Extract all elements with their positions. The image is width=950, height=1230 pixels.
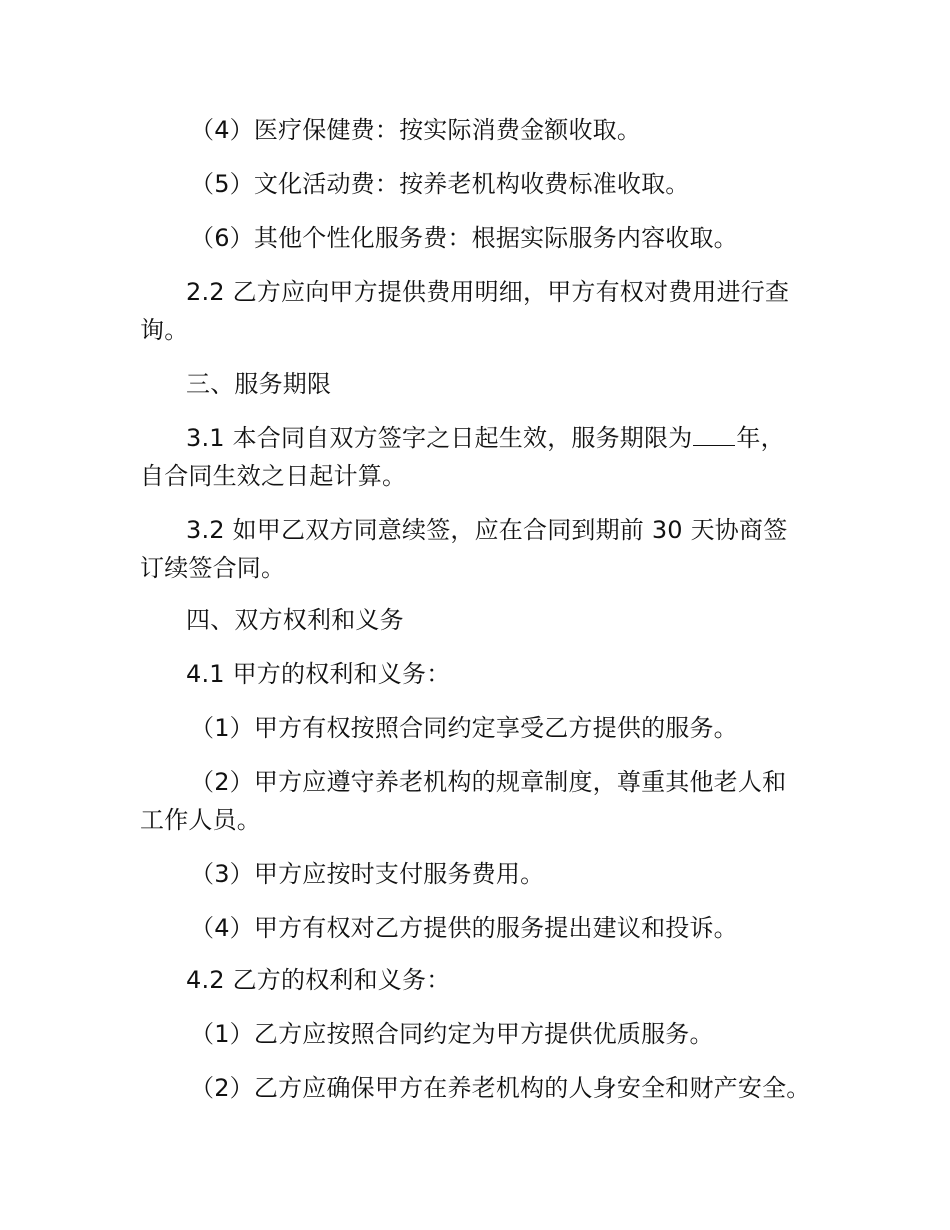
clause-4-1-item-4: （4）甲方有权对乙方提供的服务提出建议和投诉。 <box>190 914 738 942</box>
clause-4-1-item-3: （3）甲方应按时支付服务费用。 <box>190 860 545 888</box>
clause-3-1-text-after-blank: 年， <box>736 424 785 452</box>
clause-3-2-line2: 订续签合同。 <box>140 554 286 582</box>
clause-3-1-line1 <box>186 422 785 454</box>
clause-4-2-item-2: （2）乙方应确保甲方在养老机构的人身安全和财产安全。 <box>190 1074 811 1102</box>
clause-3-1-text-before-blank: 3.1 本合同自双方签字之日起生效，服务期限为 <box>186 424 693 452</box>
item-medical-fee: （4）医疗保健费：按实际消费金额收取。 <box>190 116 642 144</box>
section-heading-service-period: 三、服务期限 <box>186 370 332 398</box>
section-heading-rights-obligations: 四、双方权利和义务 <box>186 606 404 634</box>
clause-3-2-line1: 3.2 如甲乙双方同意续签，应在合同到期前 30 天协商签 <box>186 516 788 544</box>
item-culture-fee: （5）文化活动费：按养老机构收费标准收取。 <box>190 170 690 198</box>
clause-4-1-item-2-line1: （2）甲方应遵守养老机构的规章制度，尊重其他老人和 <box>190 768 787 796</box>
fill-in-blank-years <box>693 425 735 446</box>
clause-2-2-line1: 2.2 乙方应向甲方提供费用明细，甲方有权对费用进行查 <box>186 278 790 306</box>
clause-4-2-item-1: （1）乙方应按照合同约定为甲方提供优质服务。 <box>190 1020 714 1048</box>
clause-4-1-item-2-line2: 工作人员。 <box>140 806 261 834</box>
clause-4-1-item-1: （1）甲方有权按照合同约定享受乙方提供的服务。 <box>190 714 738 742</box>
item-other-fee: （6）其他个性化服务费：根据实际服务内容收取。 <box>190 224 738 252</box>
clause-2-2-line2: 询。 <box>140 316 189 344</box>
clause-3-1-line2: 自合同生效之日起计算。 <box>140 462 407 490</box>
clause-4-1-heading: 4.1 甲方的权利和义务： <box>186 660 451 688</box>
clause-4-2-heading: 4.2 乙方的权利和义务： <box>186 966 451 994</box>
